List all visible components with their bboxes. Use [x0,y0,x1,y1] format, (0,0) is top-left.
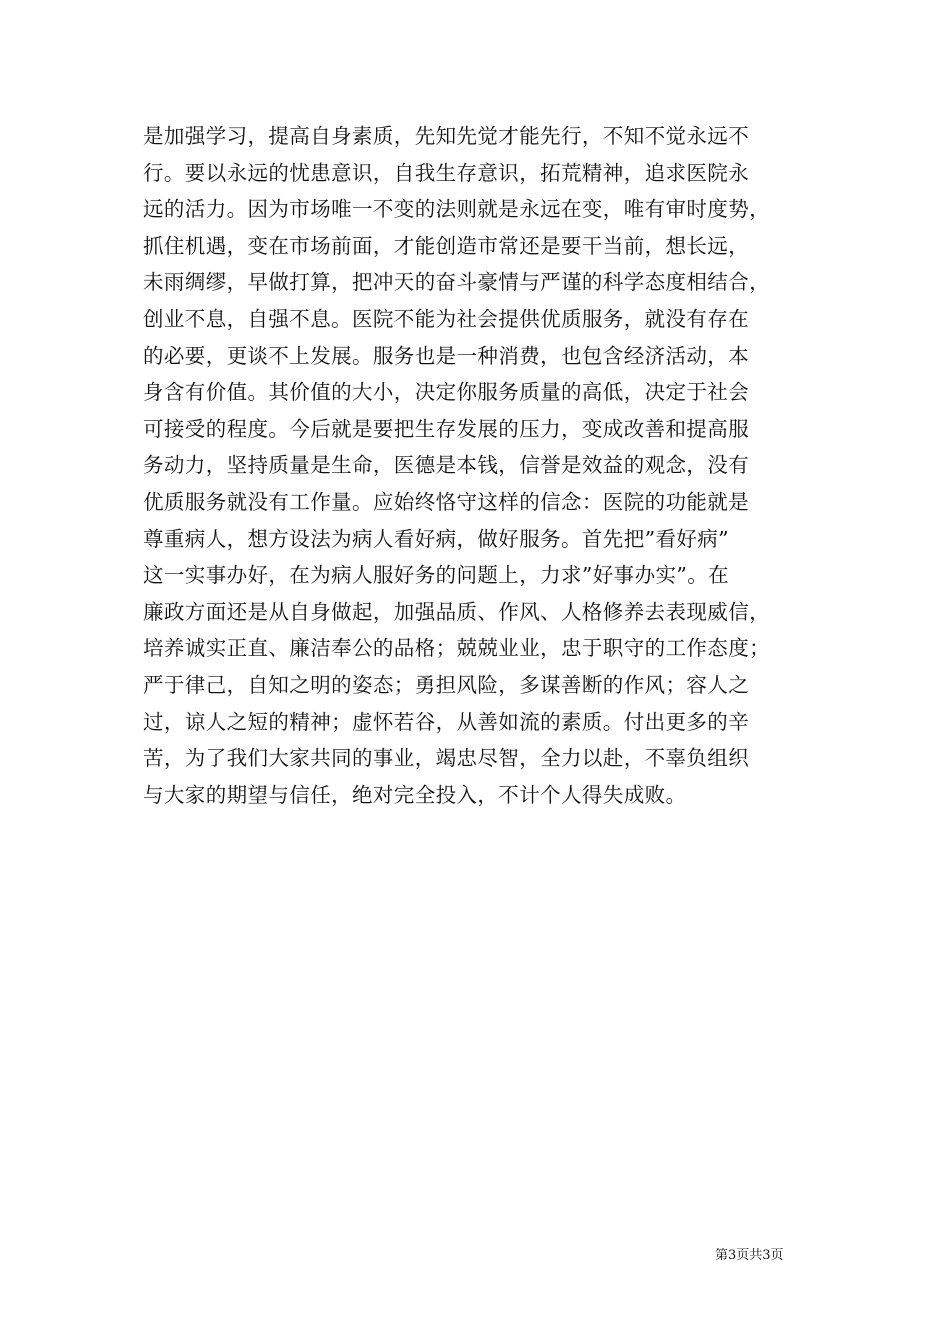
paragraph-line: 是加强学习，提高自身素质，先知先觉才能先行，不知不觉永远不 [143,124,750,148]
paragraph-line: 的必要，更谈不上发展。服务也是一种消费，也包含经济活动，本 [143,343,750,368]
paragraph-line: 优质服务就没有工作量。应始终恪守这样的信念：医院的功能就是 [143,489,750,514]
paragraph-line: 远的活力。因为市场唯一不变的法则就是永远在变，唯有审时度势， [143,197,770,222]
paragraph-line: 与大家的期望与信任，绝对完全投入，不计个人得失成败。 [143,782,687,807]
paragraph-line: 未雨绸缪，早做打算，把冲天的奋斗豪情与严谨的科学态度相结合， [143,270,770,295]
paragraph-line: 廉政方面还是从自身做起，加强品质、作风、人格修养去表现威信， [143,599,770,624]
page-number: 第3页共3页 [715,1248,784,1263]
paragraph-line: 尊重病人，想方设法为病人看好病，做好服务。首先把”看好病” [143,526,730,551]
body-paragraph [143,118,813,813]
paragraph-line: 培养诚实正直、廉洁奉公的品格；兢兢业业，忠于职守的工作态度； [143,636,770,661]
paragraph-line: 抓住机遇，变在市场前面，才能创造市常还是要干当前，想长远， [143,233,750,258]
paragraph-line: 苦，为了我们大家共同的事业，竭忠尽智，全力以赴，不辜负组织 [143,746,750,771]
paragraph-line: 行。要以永远的忧患意识，自我生存意识，拓荒精神，追求医院永 [143,160,750,185]
paragraph-line: 严于律己，自知之明的姿态；勇担风险，多谋善断的作风；容人之 [143,672,750,697]
paragraph-line: 可接受的程度。今后就是要把生存发展的压力，变成改善和提高服 [143,416,750,441]
paragraph-line: 这一实事办好，在为病人服好务的问题上，力求”好事办实”。在 [143,563,730,588]
paragraph-line: 务动力，坚持质量是生命，医德是本钱，信誉是效益的观念，没有 [143,453,750,478]
paragraph-line: 过，谅人之短的精神；虚怀若谷，从善如流的素质。付出更多的辛 [143,709,750,734]
paragraph-line: 身含有价值。其价值的大小，决定你服务质量的高低，决定于社会 [143,380,750,405]
paragraph-line: 创业不息，自强不息。医院不能为社会提供优质服务，就没有存在 [143,306,750,331]
